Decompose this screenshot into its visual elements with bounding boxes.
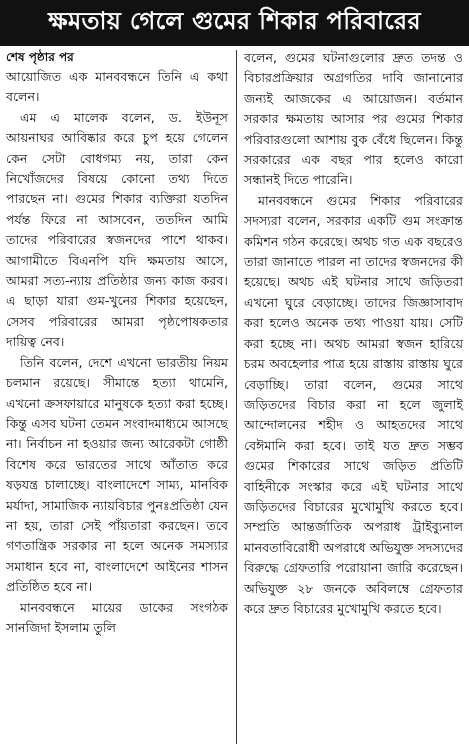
right-column xyxy=(244,48,463,619)
article-body xyxy=(0,48,469,748)
column-divider xyxy=(236,50,237,744)
paragraph: বলেন, গুমের ঘটনাগুলোর দ্রুত তদন্ত ও বিচারপ্রক্রিয়ার অগ্রগতির দাবি জানানোর জন্যই আজকের এ আয়োজন। বর্তমান সরকার ক্ষমতায় আসার পর গুমের শিকার পরিবারগুলো আশায় বুক বেঁধে ছিলেন। কিন্তু সরকারের এক বছর পার হলেও কারো সন্ধানই দিতে পারেনি। xyxy=(244,50,463,188)
paragraph: আয়োজিত এক মানববন্ধনে তিনি এ কথা বলেন। xyxy=(6,69,228,105)
paragraph: মানববন্ধনে গুমের শিকার পরিবারের সদস্যরা বলেন, সরকার একটি গুম সংক্রান্ত কমিশন গঠন করেছে। অথচ গত এক বছরেও তারা জানাতে পারল না তাদের স্বজনদের কী হয়েছে। অথচ এই ঘটনার সাথে জড়িতরা এখনো ঘুরে বেড়াচ্ছে। তাদের জিজ্ঞাসাবাদ করা হলেও অনেক তথ্য পাওয়া যায়। সেটি করা হচ্ছে না। অথচ আমরা স্বজন হারিয়ে চরম অবহেলার পাত্র হয়ে রাস্তায় রাস্তায় ঘুরে বেড়াচ্ছি। তারা বলেন, গুমের সাথে জড়িতদের বিচার করা না হলে জুলাই আন্দোলনের শহীদ ও আহতদের সাথে বেঈমানি করা হবে। তাই যত দ্রুত সম্ভব গুমের শিকারের সাথে জড়িত প্রতিটি বাহিনীকে সংস্কার করে এই ঘটনার সাথে জড়িতদের বিচারের মুখোমুখি করতে হবে। সম্প্রতি আন্তর্জাতিক অপরাধ ট্রাইব্যুনাল মানবতাবিরোধী অপরাধে অভিযুক্ত সদস্যদের বিরুদ্ধে গ্রেফতারি পরোয়ানা জারি করেছেন। অভিযুক্ত ২৮ জনকে অবিলম্বে গ্রেফতার করে দ্রুত বিচারের মুখোমুখি করতে হবে। xyxy=(244,192,463,616)
continued-from-label: শেষ পৃষ্ঠার পর xyxy=(6,50,74,64)
paragraph: মানববন্ধনে মায়ের ডাকের সংগঠক সানজিদা ইসলাম তুলি xyxy=(6,599,228,635)
left-column xyxy=(6,48,228,638)
headline: ক্ষমতায় গেলে গুমের শিকার পরিবারের xyxy=(0,0,469,46)
paragraph: এম এ মালেক বলেন, ড. ইউনূস আয়নাঘর আবিষ্কার করে চুপ হয়ে গেলেন কেন সেটা বোধগম্য নয়, তারা কেন নিখোঁজদের বিষয়ে কোনো তথ্য দিতে পারছেন না। গুমের শিকার ব্যক্তিরা যতদিন পর্যন্ত ফিরে না আসবেন, ততদিন আমি তাদের পরিবারের স্বজনদের পাশে থাকব। আগামীতে বিএনপি যদি ক্ষমতায় আসে, আমরা সত্য-ন্যায় প্রতিষ্ঠার জন্য কাজ করব। এ ছাড়া যারা গুম-খুনের শিকার হয়েছেন, সেসব পরিবারের আমরা পৃষ্ঠপোষকতার দায়িত্ব নেব। xyxy=(6,109,228,350)
paragraph: তিনি বলেন, দেশে এখনো ভারতীয় নিয়ম চলমান রয়েছে। সীমান্তে হত্যা থামেনি, এখনো ক্রসফায়ারে মানুষকে হত্যা করা হচ্ছে। কিন্তু এসব ঘটনা তেমন সংবাদমাধ্যমে আসছে না। নির্বাচন না হওয়ার জন্য আরেকটা গোষ্ঠী বিশেষ করে ভারতের সাথে আঁতাত করে ষড়যন্ত্র চালাচ্ছে। বাংলাদেশে সাম্য, মানবিক মর্যাদা, সামাজিক ন্যায়বিচার পুনঃপ্রতিষ্ঠা যেন না হয়, তারা সেই পাঁয়তারা করছেন। তবে গণতান্ত্রিক সরকার না হলে অনেক সমস্যার সমাধান হবে না, বাংলাদেশে আইনের শাসন প্রতিষ্ঠিত হবে না। xyxy=(6,354,228,595)
